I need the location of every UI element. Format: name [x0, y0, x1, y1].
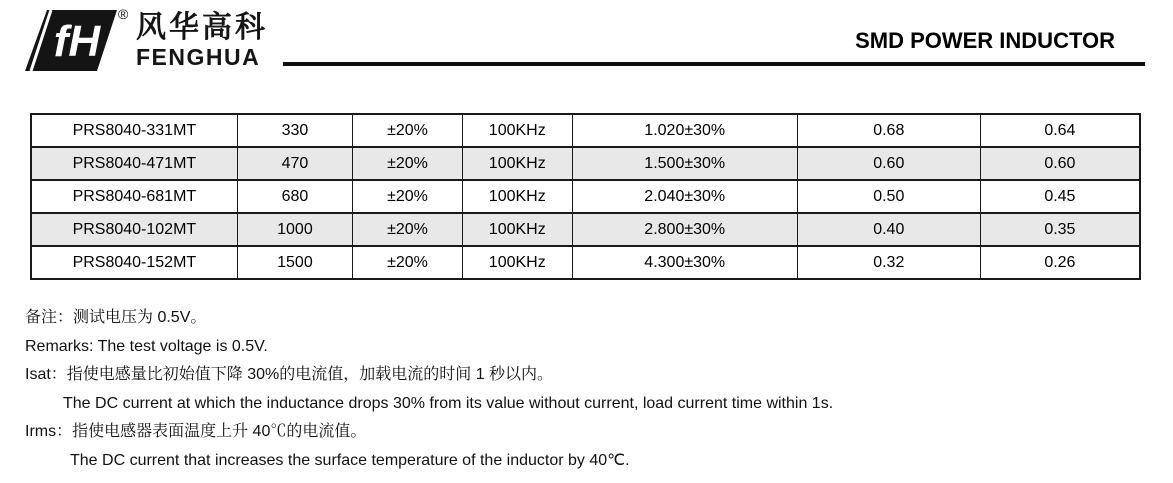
cell-test-frequency: 100KHz	[462, 213, 572, 246]
cell-irms: 0.35	[980, 213, 1140, 246]
table-row	[31, 246, 1140, 279]
cell-test-frequency: 100KHz	[462, 114, 572, 147]
remark-note-en: Remarks: The test voltage is 0.5V.	[25, 337, 268, 355]
cell-tolerance: ±20%	[353, 246, 463, 279]
cell-part-number: PRS8040-331MT	[31, 114, 237, 147]
cell-dcr: 1.500±30%	[572, 147, 797, 180]
cell-part-number: PRS8040-471MT	[31, 147, 237, 180]
cell-inductance: 1000	[237, 213, 352, 246]
fenghua-logo-icon	[25, 10, 117, 76]
cell-part-number: PRS8040-102MT	[31, 213, 237, 246]
cell-inductance: 330	[237, 114, 352, 147]
remark-isat-en: The DC current at which the inductance drops 30% from its value without current, load current time within 1s.	[63, 394, 834, 412]
cell-irms: 0.26	[980, 246, 1140, 279]
cell-irms: 0.64	[980, 114, 1140, 147]
cell-isat: 0.68	[797, 114, 980, 147]
table-row	[31, 114, 1140, 147]
cell-dcr: 2.800±30%	[572, 213, 797, 246]
cell-isat: 0.40	[797, 213, 980, 246]
remark-note-cn: 备注：测试电压为 0.5V。	[25, 309, 207, 326]
cell-test-frequency: 100KHz	[462, 180, 572, 213]
registered-trademark-symbol: ®	[118, 6, 129, 22]
brand-name-english: FENGHUA	[136, 44, 261, 70]
cell-inductance: 1500	[237, 246, 352, 279]
cell-tolerance: ±20%	[353, 114, 463, 147]
svg-text:fH: fH	[53, 17, 101, 66]
cell-inductance: 470	[237, 147, 352, 180]
cell-isat: 0.32	[797, 246, 980, 279]
brand-name-chinese: 风华高科	[136, 11, 268, 44]
cell-irms: 0.60	[980, 147, 1140, 180]
header-divider	[283, 62, 1145, 66]
cell-dcr: 4.300±30%	[572, 246, 797, 279]
table-row	[31, 180, 1140, 213]
remark-irms-en: The DC current that increases the surface temperature of the inductor by 40℃.	[70, 451, 630, 469]
cell-dcr: 2.040±30%	[572, 180, 797, 213]
cell-tolerance: ±20%	[353, 180, 463, 213]
cell-isat: 0.50	[797, 180, 980, 213]
table-row	[31, 213, 1140, 246]
cell-part-number: PRS8040-681MT	[31, 180, 237, 213]
remarks-block	[25, 304, 1155, 476]
cell-isat: 0.60	[797, 147, 980, 180]
brand-block	[136, 13, 268, 69]
cell-tolerance: ±20%	[353, 213, 463, 246]
cell-inductance: 680	[237, 180, 352, 213]
cell-dcr: 1.020±30%	[572, 114, 797, 147]
table-row	[31, 147, 1140, 180]
inductor-spec-table	[30, 113, 1141, 280]
remark-irms-cn: Irms：指使电感器表面温度上升 40℃的电流值。	[25, 423, 367, 441]
cell-part-number: PRS8040-152MT	[31, 246, 237, 279]
cell-irms: 0.45	[980, 180, 1140, 213]
cell-test-frequency: 100KHz	[462, 246, 572, 279]
page-title: SMD POWER INDUCTOR	[855, 28, 1115, 53]
cell-tolerance: ±20%	[353, 147, 463, 180]
cell-test-frequency: 100KHz	[462, 147, 572, 180]
remark-isat-cn: Isat：指使电感量比初始值下降 30%的电流值，加载电流的时间 1 秒以内。	[25, 366, 554, 384]
